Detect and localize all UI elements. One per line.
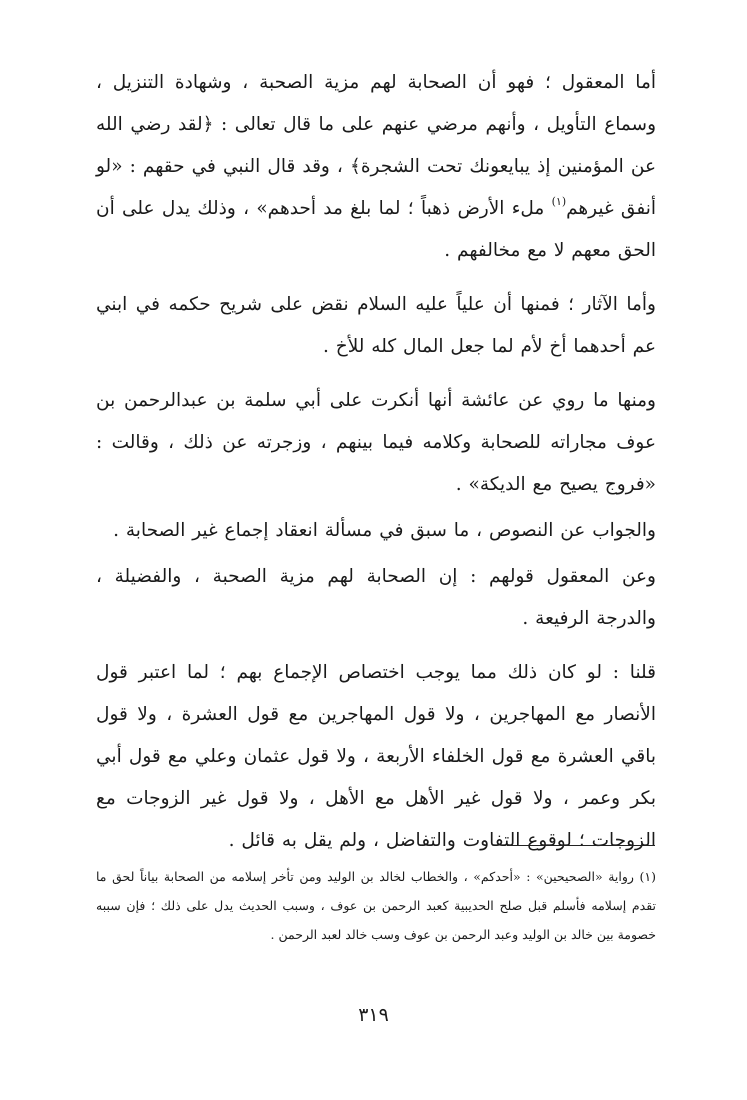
paragraph-text: أما المعقول ؛ فهو أن الصحابة لهم مزية الصحبة ، وشهادة التنزيل ، وسماع التأويل ، وأنهم مرضي عنهم على ما قال تعالى : ﴿لقد رضي الله عن المؤمنين إذ يبايعونك تحت الشجرة﴾ ، وقد قال النبي في حقهم : «لو أنفق غيرهم [96,72,656,219]
paragraph-response: قلنا : لو كان ذلك مما يوجب اختصاص الإجماع بهم ؛ لما اعتبر قول الأنصار مع المهاجرين ، ولا قول المهاجرين مع قول العشرة ، ولا قول باقي العشرة مع قول الخلفاء الأربعة ، ولا قول عثمان وعلي مع قول أبي بكر وعمر ، ولا قول غير الأهل مع الأهل ، ولا قول غير الزوجات مع الزوجات ؛ لوقوع التفاوت والتفاضل ، ولم يقل به قائل . [96,662,656,851]
footnote-divider [507,845,655,846]
footnote: (١) رواية «الصحيحين» : «أحدكم» ، والخطاب لخالد بن الوليد ومن تأخر إسلامه من الصحابة بياناً لحق ما تقدم إسلامه فأسلم قبل صلح الحديبية كعبد الرحمن بن عوف ، وسبب الحديث يدل على ذلك ؛ فإن سببه خصومة بين خالد بن الوليد وعبد الرحمن بن عوف وسب خالد لعبد الرحمن . [96,869,656,942]
paragraph-athar: وأما الآثار ؛ فمنها أن علياً عليه السلام نقض على شريح حكمه في ابني عم أحدهما أخ لأم لما جعل المال كله للأخ . [96,294,656,357]
footnote-marker[interactable]: (١) [551,195,567,208]
main-text [96,62,656,862]
paragraph-reply-rational: وعن المعقول قولهم : إن الصحابة لهم مزية الصحبة ، والفضيلة ، والدرجة الرفيعة . [96,566,656,629]
paragraph-rational-argument [96,62,656,272]
page-number: ٣١٩ [358,1004,389,1026]
paragraph-text: ملء الأرض ذهباً ؛ لما بلغ مد أحدهم» ، وذلك يدل على أن الحق معهم لا مع مخالفهم . [96,198,656,261]
paragraph-reply-texts: والجواب عن النصوص ، ما سبق في مسألة انعقاد إجماع غير الصحابة . [113,520,656,541]
paragraph-aisha: ومنها ما روي عن عائشة أنها أنكرت على أبي سلمة بن عبدالرحمن بن عوف مجاراته للصحابة وكلامه فيما بينهم ، وزجرته عن ذلك ، وقالت : «فروج يصيح مع الديكة» . [96,390,656,495]
